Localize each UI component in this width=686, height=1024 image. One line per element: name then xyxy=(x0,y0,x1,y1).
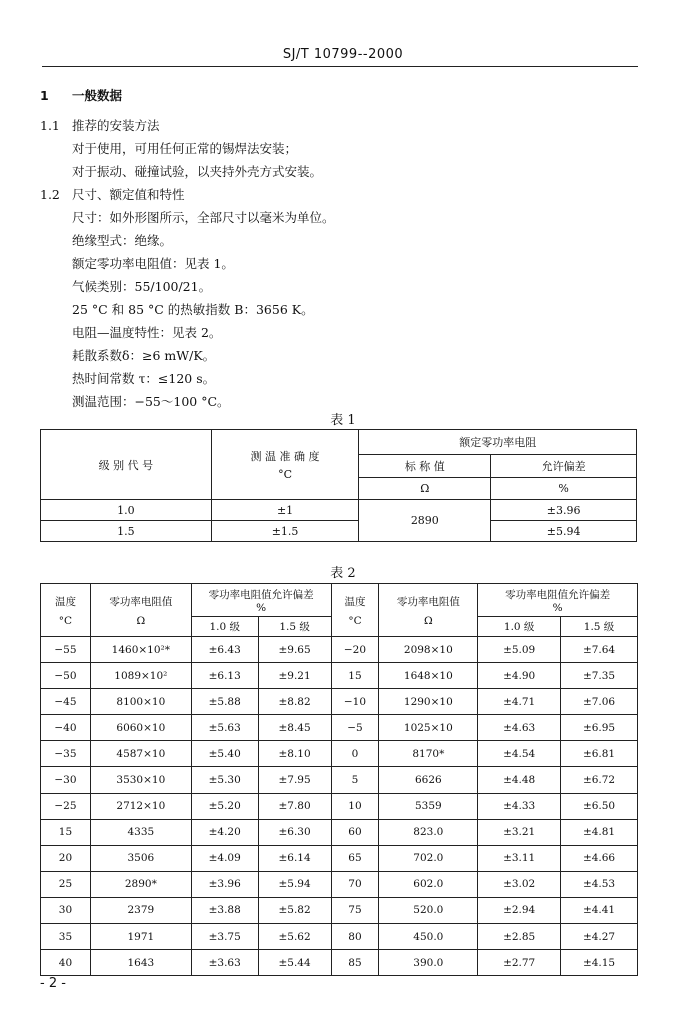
paragraph-line: 耗散系数δ：≥6 mW/K。 xyxy=(72,348,216,363)
cell-resistance: 6626 xyxy=(379,767,478,793)
cell-tol-1-0: ±6.13 xyxy=(191,663,258,689)
paragraph-line: 热时间常数 τ：≤120 s。 xyxy=(72,371,216,386)
cell-tol-1-0: ±4.20 xyxy=(191,819,258,845)
cell-temp: −40 xyxy=(41,715,91,741)
cell-tol-1-5: ±4.66 xyxy=(561,845,638,871)
section-1-2-heading xyxy=(40,185,185,203)
cell-resistance: 1460×10²* xyxy=(90,637,191,663)
cell-resistance: 1025×10 xyxy=(379,715,478,741)
cell-temp: −55 xyxy=(41,637,91,663)
header-nominal-unit: Ω xyxy=(359,478,491,500)
cell-tol-1-5: ±5.44 xyxy=(258,950,331,976)
table-row xyxy=(41,500,637,521)
cell-resistance: 1643 xyxy=(90,950,191,976)
cell-resistance: 2379 xyxy=(90,897,191,923)
cell-tol-1-5: ±6.30 xyxy=(258,819,331,845)
header-temp-label: 温度 xyxy=(54,595,76,608)
cell-temp: −35 xyxy=(41,741,91,767)
header-rated-resistance: 额定零功率电阻 xyxy=(359,430,637,455)
cell-tol-1-0: ±4.90 xyxy=(478,663,561,689)
cell-resistance: 1089×10² xyxy=(90,663,191,689)
paragraph-line: 25 °C 和 85 °C 的热敏指数 B：3656 K。 xyxy=(72,302,314,317)
header-resistance xyxy=(379,584,478,637)
cell-resistance: 4587×10 xyxy=(90,741,191,767)
cell-resistance: 8170* xyxy=(379,741,478,767)
cell-tol-1-0: ±5.40 xyxy=(191,741,258,767)
cell-tol-1-0: ±3.75 xyxy=(191,924,258,950)
table-row xyxy=(41,897,638,923)
cell-temp: 10 xyxy=(331,793,379,819)
cell-temp: 5 xyxy=(331,767,379,793)
cell-resistance: 520.0 xyxy=(379,897,478,923)
cell-tol-1-5: ±7.35 xyxy=(561,663,638,689)
cell-temp: −50 xyxy=(41,663,91,689)
header-tolerance-unit: % xyxy=(491,478,637,500)
cell-temp: −5 xyxy=(331,715,379,741)
cell-tol-1-5: ±5.62 xyxy=(258,924,331,950)
cell-resistance: 3530×10 xyxy=(90,767,191,793)
header-accuracy-unit: °C xyxy=(278,468,292,481)
cell-temp: 0 xyxy=(331,741,379,767)
cell-tol-1-5: ±5.82 xyxy=(258,897,331,923)
cell-tol-1-0: ±6.43 xyxy=(191,637,258,663)
cell-tol-1-0: ±2.77 xyxy=(478,950,561,976)
header-temp-label: 温度 xyxy=(344,595,366,608)
cell-tol-1-0: ±3.21 xyxy=(478,819,561,845)
cell-resistance: 702.0 xyxy=(379,845,478,871)
cell-tol-1-0: ±5.30 xyxy=(191,767,258,793)
section-title: 推荐的安装方法 xyxy=(72,118,160,133)
header-temp-unit: °C xyxy=(348,614,362,627)
cell-resistance: 1648×10 xyxy=(379,663,478,689)
paragraph-line: 绝缘型式：绝缘。 xyxy=(72,233,173,248)
header-tolerance xyxy=(191,584,331,617)
cell-tol-1-0: ±4.63 xyxy=(478,715,561,741)
paragraph-line: 额定零功率电阻值：见表 1。 xyxy=(72,256,234,271)
cell-tol-1-5: ±8.45 xyxy=(258,715,331,741)
header-resistance-label: 零功率电阻值 xyxy=(109,595,173,608)
cell-resistance: 1971 xyxy=(90,924,191,950)
cell-tol-1-0: ±3.96 xyxy=(191,871,258,897)
section-number: 1.1 xyxy=(40,118,60,133)
cell-tol-1-5: ±5.94 xyxy=(258,871,331,897)
cell-resistance: 5359 xyxy=(379,793,478,819)
header-accuracy-label: 测 温 准 确 度 xyxy=(250,450,320,463)
header-tolerance-label: 零功率电阻值允许偏差 xyxy=(208,588,314,601)
cell-tol-1-0: ±5.63 xyxy=(191,715,258,741)
cell-tol-1-5: ±9.65 xyxy=(258,637,331,663)
header-grade-1-5: 1.5 级 xyxy=(258,617,331,637)
header-temp xyxy=(331,584,379,637)
cell-tol-1-5: ±4.41 xyxy=(561,897,638,923)
cell-temp: 60 xyxy=(331,819,379,845)
header-resistance-label: 零功率电阻值 xyxy=(396,595,460,608)
cell-resistance: 2890* xyxy=(90,871,191,897)
cell-resistance: 2712×10 xyxy=(90,793,191,819)
section-1-heading xyxy=(40,86,122,104)
cell-tol-1-5: ±7.95 xyxy=(258,767,331,793)
cell-tol-1-0: ±4.54 xyxy=(478,741,561,767)
header-grade: 级 别 代 号 xyxy=(41,430,212,500)
paragraph-line: 气候类别：55/100/21。 xyxy=(72,279,212,294)
table-row xyxy=(41,871,638,897)
cell-temp: 25 xyxy=(41,871,91,897)
table-row xyxy=(41,767,638,793)
cell-temp: 30 xyxy=(41,897,91,923)
table-1-caption: 表 1 xyxy=(330,413,356,428)
cell-resistance: 450.0 xyxy=(379,924,478,950)
header-temp xyxy=(41,584,91,637)
cell-tolerance: ±5.94 xyxy=(491,521,637,542)
cell-nominal: 2890 xyxy=(359,500,491,542)
cell-tol-1-5: ±6.50 xyxy=(561,793,638,819)
paragraph-line: 对于使用，可用任何正常的锡焊法安装； xyxy=(72,141,298,156)
cell-tol-1-0: ±5.09 xyxy=(478,637,561,663)
cell-temp: −25 xyxy=(41,793,91,819)
cell-tol-1-5: ±6.14 xyxy=(258,845,331,871)
cell-tol-1-5: ±8.10 xyxy=(258,741,331,767)
section-title: 一般数据 xyxy=(72,88,123,103)
cell-grade: 1.5 xyxy=(41,521,212,542)
header-tolerance: 允许偏差 xyxy=(491,455,637,478)
section-title: 尺寸、额定值和特性 xyxy=(72,187,185,202)
cell-tol-1-0: ±3.63 xyxy=(191,950,258,976)
cell-resistance: 823.0 xyxy=(379,819,478,845)
cell-accuracy: ±1 xyxy=(211,500,359,521)
cell-tol-1-0: ±2.85 xyxy=(478,924,561,950)
cell-temp: 35 xyxy=(41,924,91,950)
cell-tolerance: ±3.96 xyxy=(491,500,637,521)
table-1 xyxy=(40,429,637,542)
cell-tol-1-0: ±3.11 xyxy=(478,845,561,871)
cell-tol-1-5: ±8.82 xyxy=(258,689,331,715)
table-row xyxy=(41,741,638,767)
header-grade-1-0: 1.0 级 xyxy=(191,617,258,637)
page-number: - 2 - xyxy=(40,976,66,991)
cell-temp: 80 xyxy=(331,924,379,950)
header-tolerance-label: 零功率电阻值允许偏差 xyxy=(505,588,611,601)
paragraph-line: 电阻—温度特性：见表 2。 xyxy=(72,325,222,340)
cell-temp: 40 xyxy=(41,950,91,976)
header-resistance-unit: Ω xyxy=(423,614,433,627)
paragraph-line: 尺寸：如外形图所示，全部尺寸以毫米为单位。 xyxy=(72,210,335,225)
cell-temp: −10 xyxy=(331,689,379,715)
cell-temp: 20 xyxy=(41,845,91,871)
header-grade-1-5: 1.5 级 xyxy=(561,617,638,637)
section-number: 1.2 xyxy=(40,187,60,202)
table-2-caption: 表 2 xyxy=(330,566,356,581)
cell-tol-1-0: ±5.20 xyxy=(191,793,258,819)
table-row xyxy=(41,637,638,663)
header-resistance-unit: Ω xyxy=(136,614,146,627)
header-resistance xyxy=(90,584,191,637)
cell-resistance: 602.0 xyxy=(379,871,478,897)
cell-tol-1-5: ±6.72 xyxy=(561,767,638,793)
header-grade-1-0: 1.0 级 xyxy=(478,617,561,637)
cell-tol-1-5: ±4.81 xyxy=(561,819,638,845)
document-header: SJ/T 10799--2000 xyxy=(282,47,404,62)
table-row xyxy=(41,924,638,950)
paragraph-line: 测温范围：−55～100 °C。 xyxy=(72,394,230,409)
cell-tol-1-5: ±4.15 xyxy=(561,950,638,976)
cell-temp: 15 xyxy=(41,819,91,845)
table-2 xyxy=(40,583,638,976)
cell-temp: −45 xyxy=(41,689,91,715)
cell-resistance: 6060×10 xyxy=(90,715,191,741)
cell-resistance: 2098×10 xyxy=(379,637,478,663)
cell-resistance: 390.0 xyxy=(379,950,478,976)
cell-temp: 75 xyxy=(331,897,379,923)
cell-temp: 70 xyxy=(331,871,379,897)
cell-tol-1-5: ±4.53 xyxy=(561,871,638,897)
cell-tol-1-0: ±3.88 xyxy=(191,897,258,923)
cell-tol-1-5: ±7.64 xyxy=(561,637,638,663)
table-row xyxy=(41,663,638,689)
table-row xyxy=(41,521,637,542)
table-row xyxy=(41,793,638,819)
cell-temp: −30 xyxy=(41,767,91,793)
section-number: 1 xyxy=(40,88,49,103)
cell-tol-1-0: ±4.09 xyxy=(191,845,258,871)
cell-tol-1-0: ±3.02 xyxy=(478,871,561,897)
table-row xyxy=(41,689,638,715)
cell-resistance: 3506 xyxy=(90,845,191,871)
cell-tol-1-5: ±6.81 xyxy=(561,741,638,767)
cell-tol-1-0: ±4.48 xyxy=(478,767,561,793)
cell-resistance: 8100×10 xyxy=(90,689,191,715)
header-accuracy xyxy=(211,430,359,500)
table-row xyxy=(41,845,638,871)
cell-temp: 15 xyxy=(331,663,379,689)
header-rule xyxy=(42,66,638,67)
cell-temp: 85 xyxy=(331,950,379,976)
table-row xyxy=(41,950,638,976)
cell-tol-1-0: ±2.94 xyxy=(478,897,561,923)
cell-tol-1-0: ±4.33 xyxy=(478,793,561,819)
cell-grade: 1.0 xyxy=(41,500,212,521)
cell-resistance: 4335 xyxy=(90,819,191,845)
cell-accuracy: ±1.5 xyxy=(211,521,359,542)
table-row xyxy=(41,715,638,741)
cell-resistance: 1290×10 xyxy=(379,689,478,715)
header-tolerance-unit: % xyxy=(552,601,563,614)
header-nominal: 标 称 值 xyxy=(359,455,491,478)
paragraph-line: 对于振动、碰撞试验，以夹持外壳方式安装。 xyxy=(72,164,323,179)
table-row xyxy=(41,819,638,845)
cell-tol-1-5: ±4.27 xyxy=(561,924,638,950)
header-tolerance xyxy=(478,584,638,617)
header-tolerance-unit: % xyxy=(256,601,267,614)
cell-tol-1-5: ±6.95 xyxy=(561,715,638,741)
cell-temp: 65 xyxy=(331,845,379,871)
section-1-1-heading xyxy=(40,116,160,134)
cell-tol-1-5: ±9.21 xyxy=(258,663,331,689)
cell-tol-1-5: ±7.06 xyxy=(561,689,638,715)
cell-tol-1-0: ±4.71 xyxy=(478,689,561,715)
cell-temp: −20 xyxy=(331,637,379,663)
cell-tol-1-5: ±7.80 xyxy=(258,793,331,819)
cell-tol-1-0: ±5.88 xyxy=(191,689,258,715)
header-temp-unit: °C xyxy=(58,614,73,627)
